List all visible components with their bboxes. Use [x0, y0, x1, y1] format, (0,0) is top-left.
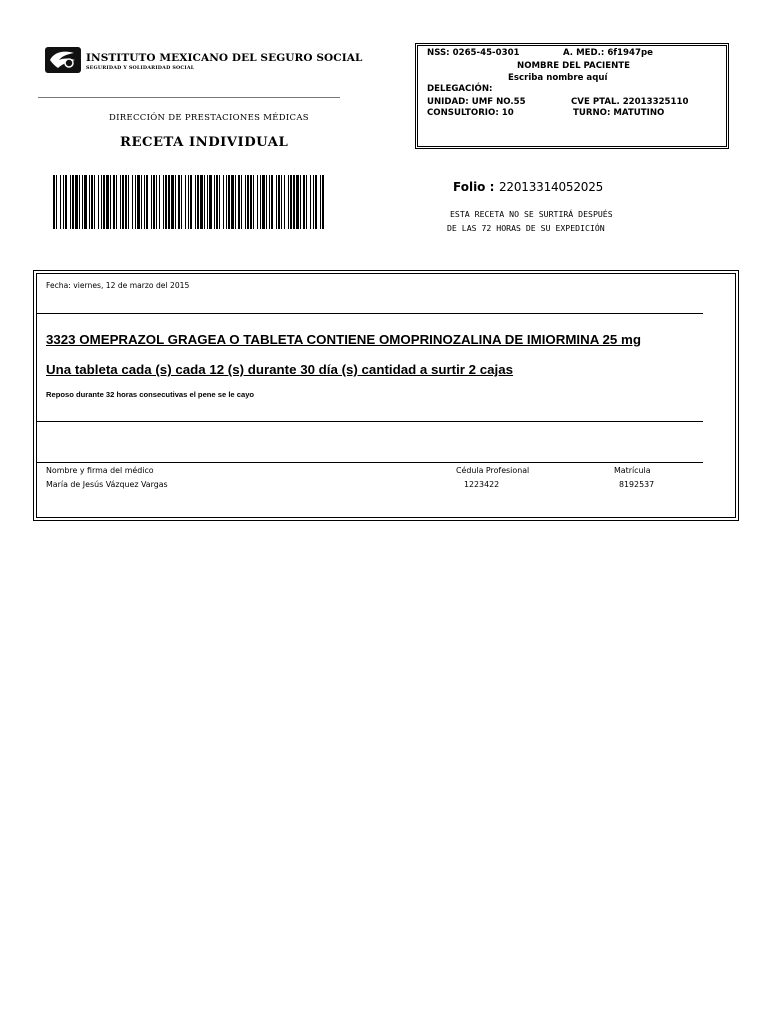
cve-ptal-field: CVE PTAL. 22013325110 [571, 97, 689, 107]
expiry-warning-line2: DE LAS 72 HORAS DE SU EXPEDICIÓN [447, 223, 605, 233]
header-divider [38, 97, 340, 98]
signature-divider [36, 462, 703, 463]
patient-name-value: Escriba nombre aquí [508, 73, 608, 83]
doctor-signature-label: Nombre y firma del médico [46, 466, 154, 475]
amed-field: A. MED.: 6f1947pe [563, 48, 653, 58]
cedula-label: Cédula Profesional [456, 466, 530, 475]
unidad-field: UNIDAD: UMF NO.55 [427, 97, 526, 107]
matricula-value: 8192537 [619, 480, 655, 489]
institution-motto: SEGURIDAD Y SOLIDARIDAD SOCIAL [86, 65, 195, 71]
folio-value: 22013314052025 [499, 180, 604, 194]
document-title: RECETA INDIVIDUAL [120, 135, 289, 150]
imss-eagle-logo-icon [44, 46, 82, 74]
delegacion-field: DELEGACIÓN: [427, 84, 493, 94]
barcode-icon [53, 175, 325, 229]
doctor-name: María de Jesús Vázquez Vargas [46, 480, 168, 489]
date-value: viernes, 12 de marzo del 2015 [70, 281, 190, 290]
nss-field: NSS: 0265-45-0301 [427, 48, 520, 58]
divider [36, 313, 703, 314]
turno-field: TURNO: MATUTINO [573, 108, 665, 118]
department-name: DIRECCIÓN DE PRESTACIONES MÉDICAS [109, 113, 309, 123]
expiry-warning-line1: ESTA RECETA NO SE SURTIRÁ DESPUÉS [450, 209, 613, 219]
folio-label: Folio : [453, 180, 495, 194]
matricula-label: Matrícula [614, 466, 651, 475]
medication-line: 3323 OMEPRAZOL GRAGEA O TABLETA CONTIENE OMOPRINOZALINA DE IMIORMINA 25 mg [46, 332, 641, 347]
dosage-line: Una tableta cada (s) cada 12 (s) durante 30 día (s) cantidad a surtir 2 cajas [46, 362, 514, 377]
date-label: Fecha: [46, 281, 71, 290]
prescription-note: Reposo durante 32 horas consecutivas el pene se le cayo [46, 390, 255, 399]
date-line [46, 281, 189, 290]
consultorio-field: CONSULTORIO: 10 [427, 108, 514, 118]
cedula-value: 1223422 [464, 480, 500, 489]
institution-name: INSTITUTO MEXICANO DEL SEGURO SOCIAL [86, 52, 363, 64]
patient-name-label: NOMBRE DEL PACIENTE [517, 61, 631, 71]
divider [36, 421, 703, 422]
